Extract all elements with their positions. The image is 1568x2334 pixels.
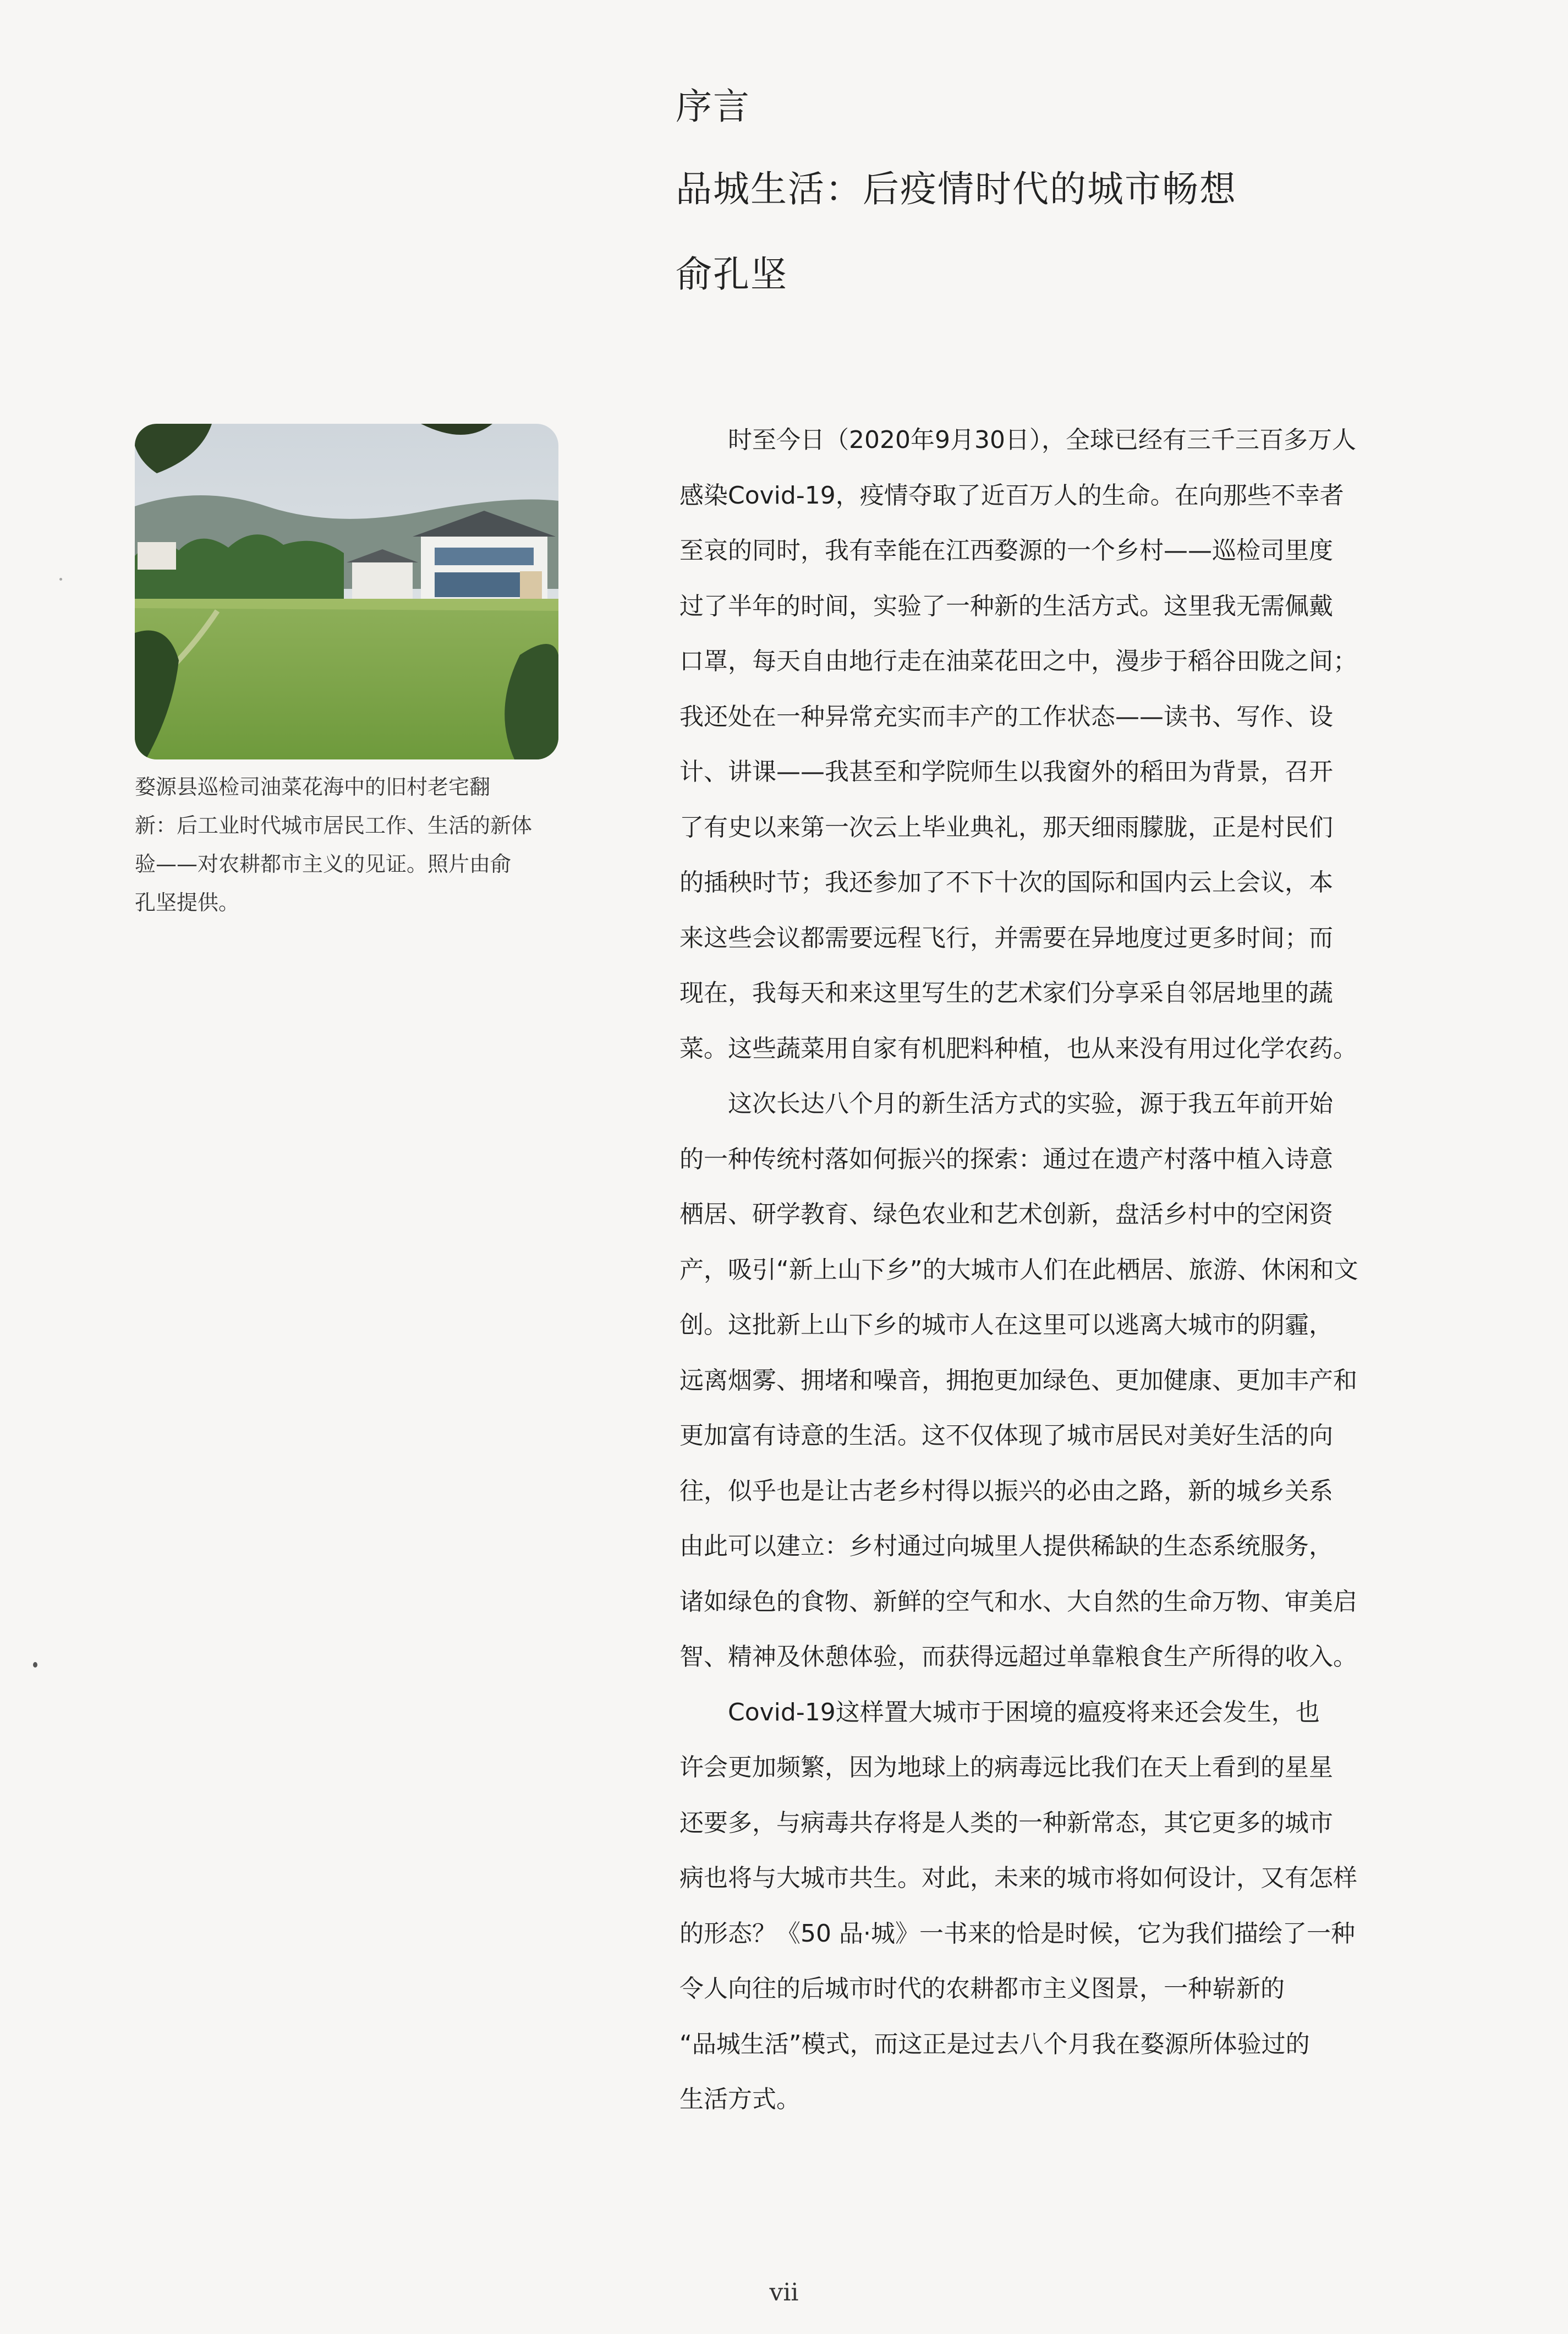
caption-line: 验——对农耕都市主义的见证。照片由俞 — [135, 852, 512, 876]
print-speck — [33, 1662, 37, 1668]
text-line: 计、讲课——我甚至和学院师生以我窗外的稻田为背景，召开 — [679, 758, 1333, 786]
text-line: 这次长达八个月的新生活方式的实验，源于我五年前开始 — [728, 1090, 1333, 1118]
text-line: 智、精神及休憩体验，而获得远超过单靠粮食生产所得的收入。 — [679, 1643, 1357, 1671]
text-line: Covid-19这样置大城市于困境的瘟疫将来还会发生，也 — [728, 1698, 1320, 1726]
text-line: 还要多，与病毒共存将是人类的一种新常态，其它更多的城市 — [679, 1808, 1333, 1837]
caption-line: 孔坚提供。 — [135, 890, 240, 915]
text-line: 现在，我每天和来这里写生的艺术家们分享采自邻居地里的蔬 — [679, 979, 1333, 1007]
text-line: 远离烟雾、拥堵和噪音，拥抱更加绿色、更加健康、更加丰产和 — [679, 1366, 1357, 1395]
village-photo — [135, 424, 558, 759]
text-line: 感染Covid-19，疫情夺取了近百万人的生命。在向那些不幸者 — [679, 481, 1344, 510]
photo-caption — [135, 768, 542, 922]
text-line: 产，吸引“新上山下乡”的大城市人们在此栖居、旅游、休闲和文 — [679, 1255, 1358, 1284]
text-line: 令人向往的后城市时代的农耕都市主义图景，一种崭新的 — [679, 1975, 1285, 2003]
caption-line: 婺源县巡检司油菜花海中的旧村老宅翻 — [135, 775, 491, 799]
text-line: 至哀的同时，我有幸能在江西婺源的一个乡村——巡检司里度 — [679, 537, 1333, 565]
paragraph-1 — [679, 413, 1386, 1076]
caption-line: 新：后工业时代城市居民工作、生活的新体 — [135, 813, 533, 838]
paragraph-2 — [679, 1076, 1386, 1685]
page-title: 品城生活：后疫情时代的城市畅想 — [676, 168, 1237, 210]
text-line: 过了半年的时间，实验了一种新的生活方式。这里我无需佩戴 — [679, 592, 1333, 620]
text-line: 来这些会议都需要远程飞行，并需要在异地度过更多时间；而 — [679, 923, 1333, 952]
text-line: 由此可以建立：乡村通过向城里人提供稀缺的生态系统服务， — [679, 1532, 1333, 1560]
text-line: 诸如绿色的食物、新鲜的空气和水、大自然的生命万物、审美启 — [679, 1587, 1357, 1616]
text-line: 生活方式。 — [679, 2085, 801, 2113]
text-line: 创。这批新上山下乡的城市人在这里可以逃离大城市的阴霾， — [679, 1311, 1333, 1339]
section-heading: 序言 — [676, 85, 750, 128]
page-number: vii — [769, 2278, 799, 2306]
text-line: 口罩，每天自由地行走在油菜花田之中，漫步于稻谷田陇之间； — [679, 647, 1357, 675]
text-line: 的形态？《50 品·城》一书来的恰是时候，它为我们描绘了一种 — [679, 1919, 1355, 1948]
text-line: “品城生活”模式，而这正是过去八个月我在婺源所体验过的 — [679, 2030, 1310, 2058]
text-line: 病也将与大城市共生。对此，未来的城市将如何设计，又有怎样 — [679, 1864, 1357, 1892]
text-line: 许会更加频繁，因为地球上的病毒远比我们在天上看到的星星 — [679, 1753, 1333, 1781]
text-line: 往，似乎也是让古老乡村得以振兴的必由之路，新的城乡关系 — [679, 1477, 1333, 1505]
paragraph-3 — [679, 1685, 1386, 2128]
text-line: 更加富有诗意的生活。这不仅体现了城市居民对美好生活的向 — [679, 1422, 1333, 1450]
text-line: 的插秧时节；我还参加了不下十次的国际和国内云上会议，本 — [679, 868, 1333, 897]
text-line: 的一种传统村落如何振兴的探索：通过在遗产村落中植入诗意 — [679, 1145, 1333, 1173]
body-text — [679, 413, 1386, 2128]
text-line: 时至今日（2020年9月30日），全球已经有三千三百多万人 — [728, 426, 1356, 454]
author-name: 俞孔坚 — [676, 253, 788, 296]
text-line: 栖居、研学教育、绿色农业和艺术创新，盘活乡村中的空闲资 — [679, 1200, 1333, 1228]
print-speck — [59, 578, 62, 581]
text-line: 了有史以来第一次云上毕业典礼，那天细雨朦胧，正是村民们 — [679, 813, 1333, 841]
text-line: 菜。这些蔬菜用自家有机肥料种植，也从来没有用过化学农药。 — [679, 1034, 1357, 1063]
text-line: 我还处在一种异常充实而丰产的工作状态——读书、写作、设 — [679, 702, 1333, 731]
